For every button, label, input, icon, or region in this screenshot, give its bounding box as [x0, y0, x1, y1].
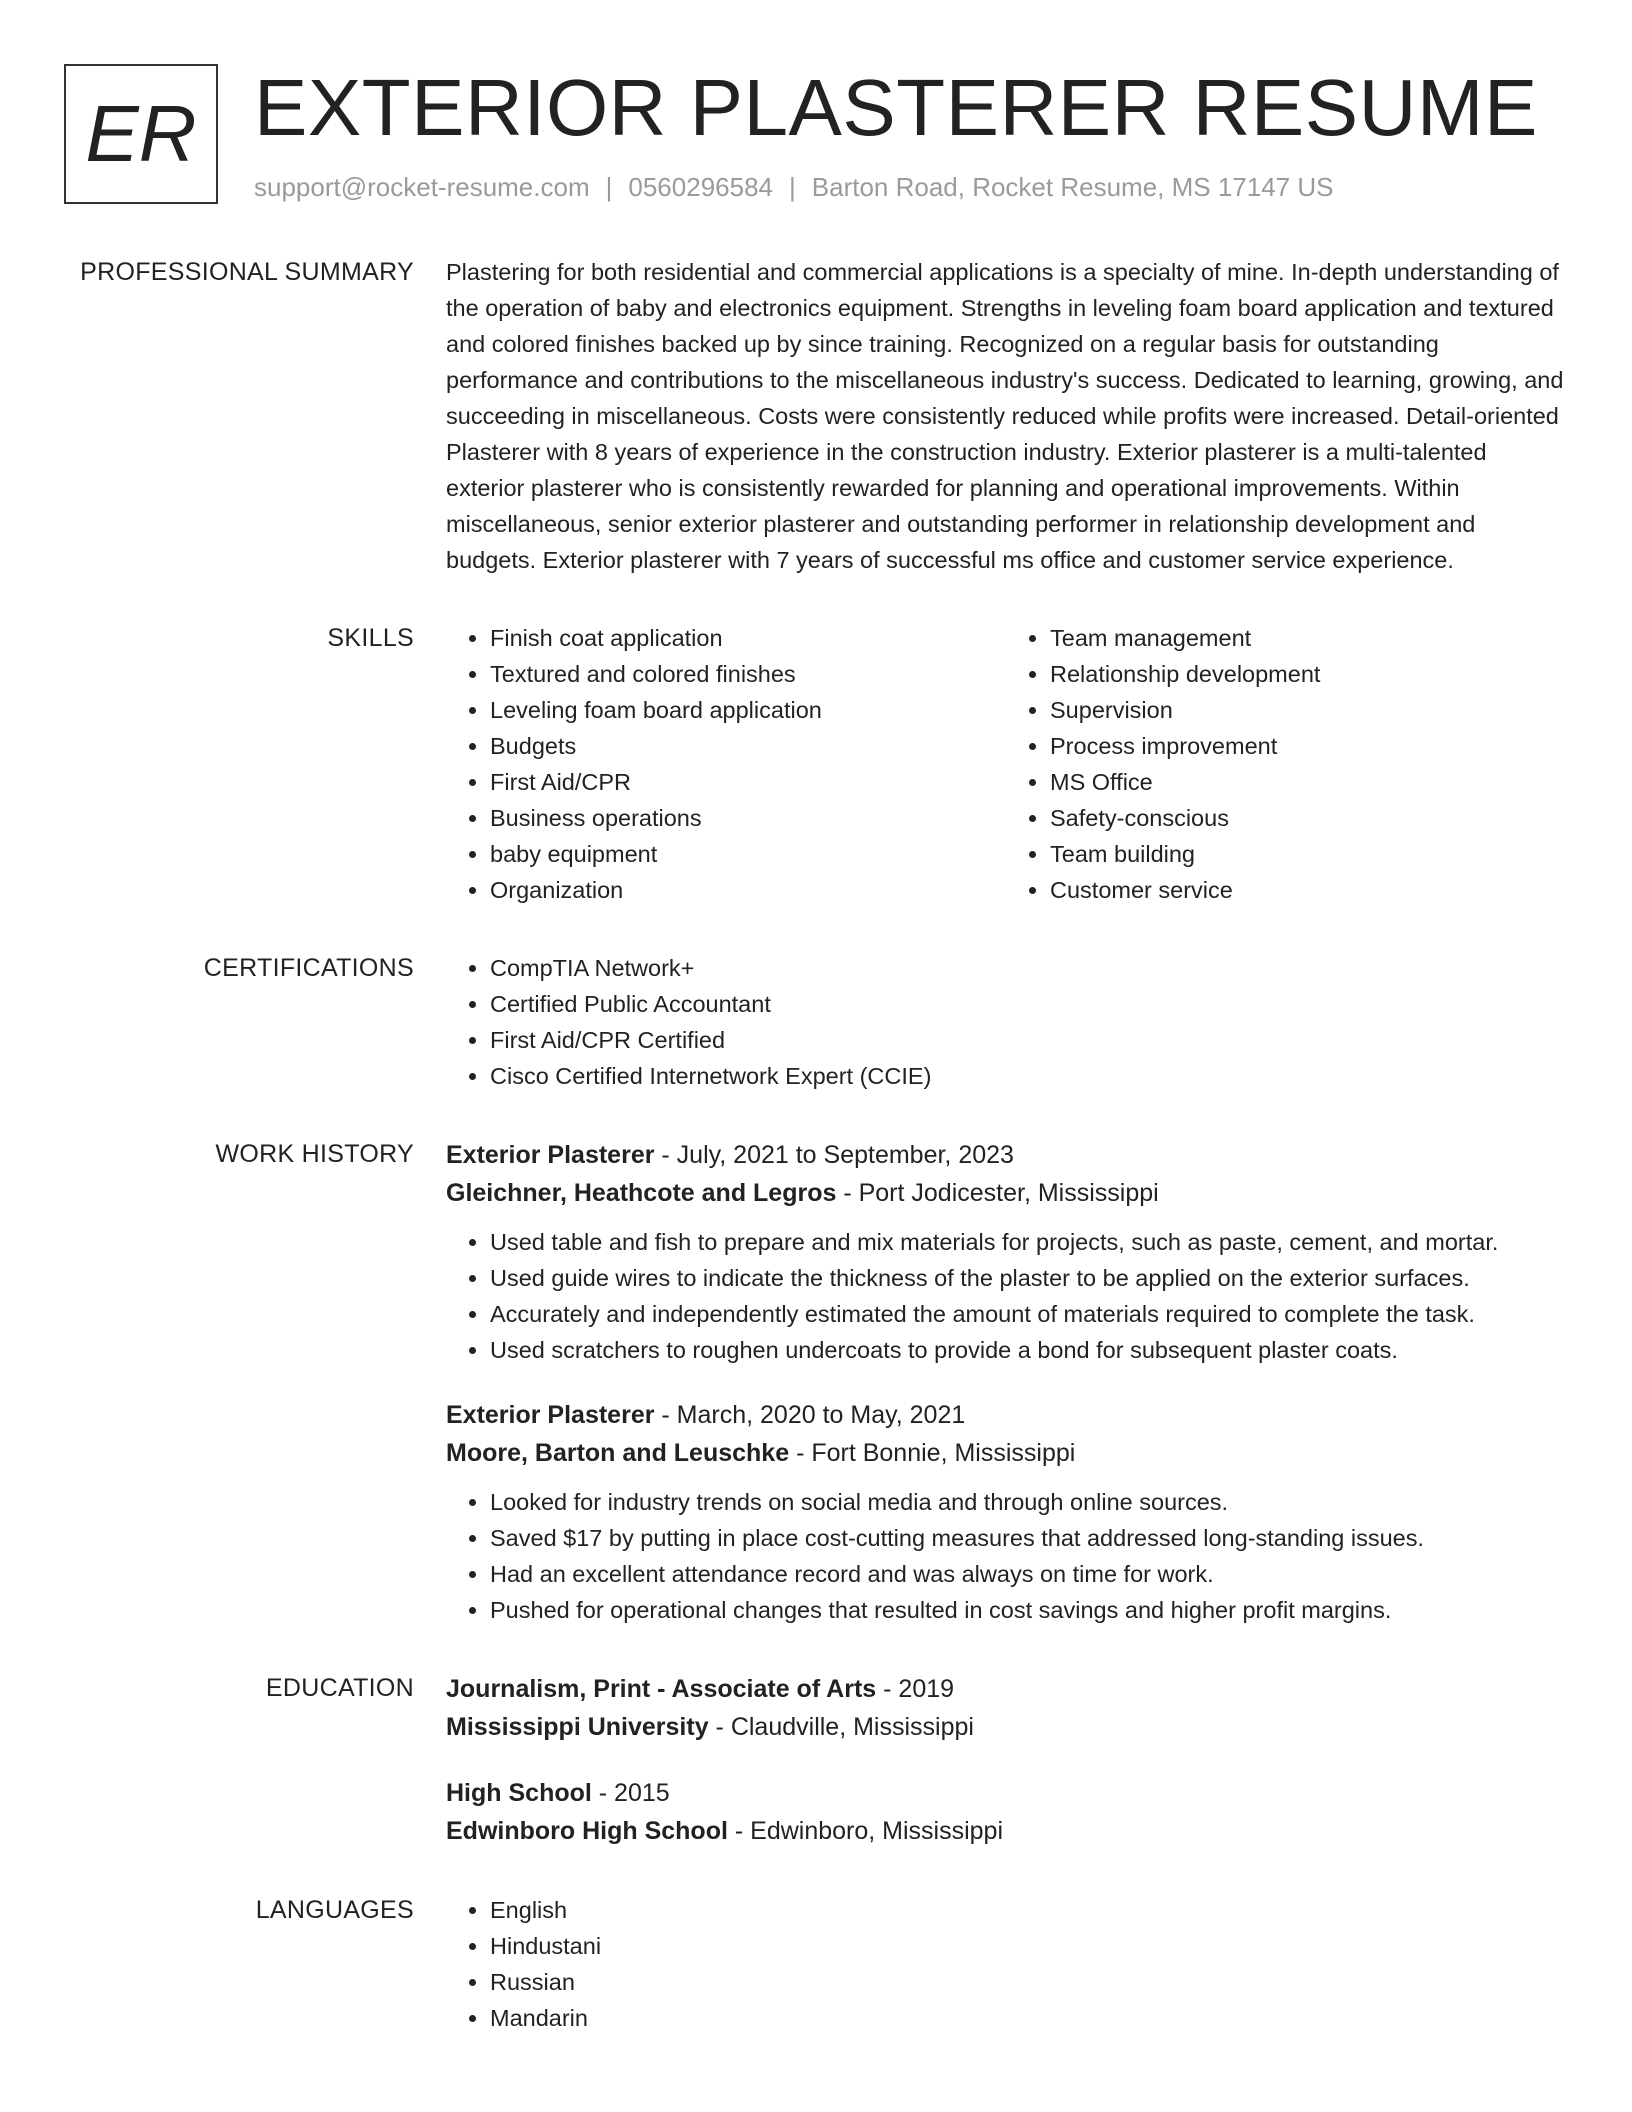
languages-list [446, 1892, 1566, 2036]
skill-item: • Textured and colored finishes [490, 656, 1006, 692]
skill-item: • Team building [1050, 836, 1566, 872]
job-title: Exterior Plasterer [446, 1141, 655, 1169]
skill-item: • Leveling foam board application [490, 692, 1006, 728]
job-company: Moore, Barton and Leuschke [446, 1439, 790, 1467]
education-school: Edwinboro High School [446, 1817, 728, 1845]
skill-item: • First Aid/CPR [490, 764, 1006, 800]
language-item: • English [490, 1892, 1566, 1928]
contact-separator: | [605, 172, 613, 202]
language-item: • Hindustani [490, 1928, 1566, 1964]
certification-item: • Certified Public Accountant [490, 986, 1566, 1022]
skill-item: • Process improvement [1050, 728, 1566, 764]
skill-item: • Organization [490, 872, 1006, 908]
job-entry [446, 1136, 1566, 1368]
resume-content [0, 254, 1632, 2078]
section-education [0, 1670, 1632, 1850]
education-degree: High School [446, 1779, 592, 1807]
section-label-skills: SKILLS [327, 624, 414, 652]
resume-header [64, 64, 1592, 214]
skill-item: • Budgets [490, 728, 1006, 764]
monogram-badge: ER [64, 64, 218, 204]
certification-item: • CompTIA Network+ [490, 950, 1566, 986]
job-bullet: • Pushed for operational changes that resulted in cost savings and higher profit margins. [490, 1592, 1566, 1628]
education-entry [446, 1670, 1566, 1746]
job-bullets [446, 1484, 1566, 1628]
section-label-certifications: CERTIFICATIONS [203, 954, 414, 982]
contact-line [254, 172, 1333, 203]
job-bullet: • Had an excellent attendance record and was always on time for work. [490, 1556, 1566, 1592]
skill-item: • baby equipment [490, 836, 1006, 872]
job-location: - Port Jodicester, Mississippi [836, 1179, 1159, 1207]
job-title: Exterior Plasterer [446, 1401, 655, 1429]
contact-phone[interactable]: 0560296584 [628, 172, 773, 202]
education-location: - Edwinboro, Mississippi [727, 1817, 1004, 1845]
contact-separator: | [789, 172, 796, 202]
section-label-languages: LANGUAGES [255, 1896, 414, 1924]
skill-item: • Relationship development [1050, 656, 1566, 692]
resume-title: EXTERIOR PLASTERER RESUME [254, 63, 1538, 152]
section-work-history [0, 1136, 1632, 1628]
certification-item: • First Aid/CPR Certified [490, 1022, 1566, 1058]
skill-item: • Customer service [1050, 872, 1566, 908]
job-bullet: • Used table and fish to prepare and mix materials for projects, such as paste, cement, and mortar. [490, 1224, 1566, 1260]
section-label-work-history: WORK HISTORY [215, 1140, 414, 1168]
job-bullets [446, 1224, 1566, 1368]
contact-address: Barton Road, Rocket Resume, MS 17147 US [811, 172, 1334, 202]
education-degree: Journalism, Print - Associate of Arts [446, 1675, 877, 1703]
skills-list-left [446, 620, 1006, 908]
education-year: - 2019 [876, 1675, 955, 1703]
section-label-education: EDUCATION [265, 1674, 414, 1702]
job-entry [446, 1396, 1566, 1628]
certification-item: • Cisco Certified Internetwork Expert (CCIE) [490, 1058, 1566, 1094]
education-entry [446, 1774, 1566, 1850]
certifications-list [446, 950, 1566, 1094]
language-item: • Mandarin [490, 2000, 1566, 2036]
skills-list-right [1006, 620, 1566, 908]
job-bullet: • Saved $17 by putting in place cost-cutting measures that addressed long-standing issues. [490, 1520, 1566, 1556]
section-certifications [0, 950, 1632, 1094]
skill-item: • Finish coat application [490, 620, 1006, 656]
contact-email[interactable]: support@rocket-resume.com [254, 172, 590, 202]
education-year: - 2015 [591, 1779, 670, 1807]
skill-item: • Business operations [490, 800, 1006, 836]
section-label-summary: PROFESSIONAL SUMMARY [80, 258, 414, 286]
job-bullet: • Used scratchers to roughen undercoats to provide a bond for subsequent plaster coats. [490, 1332, 1566, 1368]
section-skills [0, 620, 1632, 908]
skill-item: • Team management [1050, 620, 1566, 656]
job-bullet: • Used guide wires to indicate the thickness of the plaster to be applied on the exterior surfaces. [490, 1260, 1566, 1296]
summary-text: Plastering for both residential and commercial applications is a specialty of mine. In-depth understanding of the operation of baby and electronics equipment. Strengths in leveling foam board application and textured and colored finishes backed up by since training. Recognized on a regular basis for outstanding performance and contributions to the miscellaneous industry's success. Dedicated to learning, growing, and succeeding in miscellaneous. Costs were consistently reduced while profits were increased. Detail-oriented Plasterer with 8 years of experience in the construction industry. Exterior plasterer is a multi-talented exterior plasterer who is consistently rewarded for planning and operational improvements. Within miscellaneous, senior exterior plasterer and outstanding performer in relationship development and budgets. Exterior plasterer with 7 years of successful ms office and customer service experience. [446, 259, 1564, 573]
job-dates: - March, 2020 to May, 2021 [654, 1401, 966, 1429]
job-company: Gleichner, Heathcote and Legros [446, 1179, 837, 1207]
section-languages [0, 1892, 1632, 2036]
job-dates: - July, 2021 to September, 2023 [654, 1141, 1014, 1169]
skill-item: • MS Office [1050, 764, 1566, 800]
skill-item: • Safety-conscious [1050, 800, 1566, 836]
language-item: • Russian [490, 1964, 1566, 2000]
job-location: - Fort Bonnie, Mississippi [789, 1439, 1076, 1467]
education-location: - Claudville, Mississippi [708, 1713, 974, 1741]
section-summary [0, 254, 1632, 578]
job-bullet: • Looked for industry trends on social media and through online sources. [490, 1484, 1566, 1520]
education-school: Mississippi University [446, 1713, 709, 1741]
job-bullet: • Accurately and independently estimated the amount of materials required to complete the task. [490, 1296, 1566, 1332]
skill-item: • Supervision [1050, 692, 1566, 728]
